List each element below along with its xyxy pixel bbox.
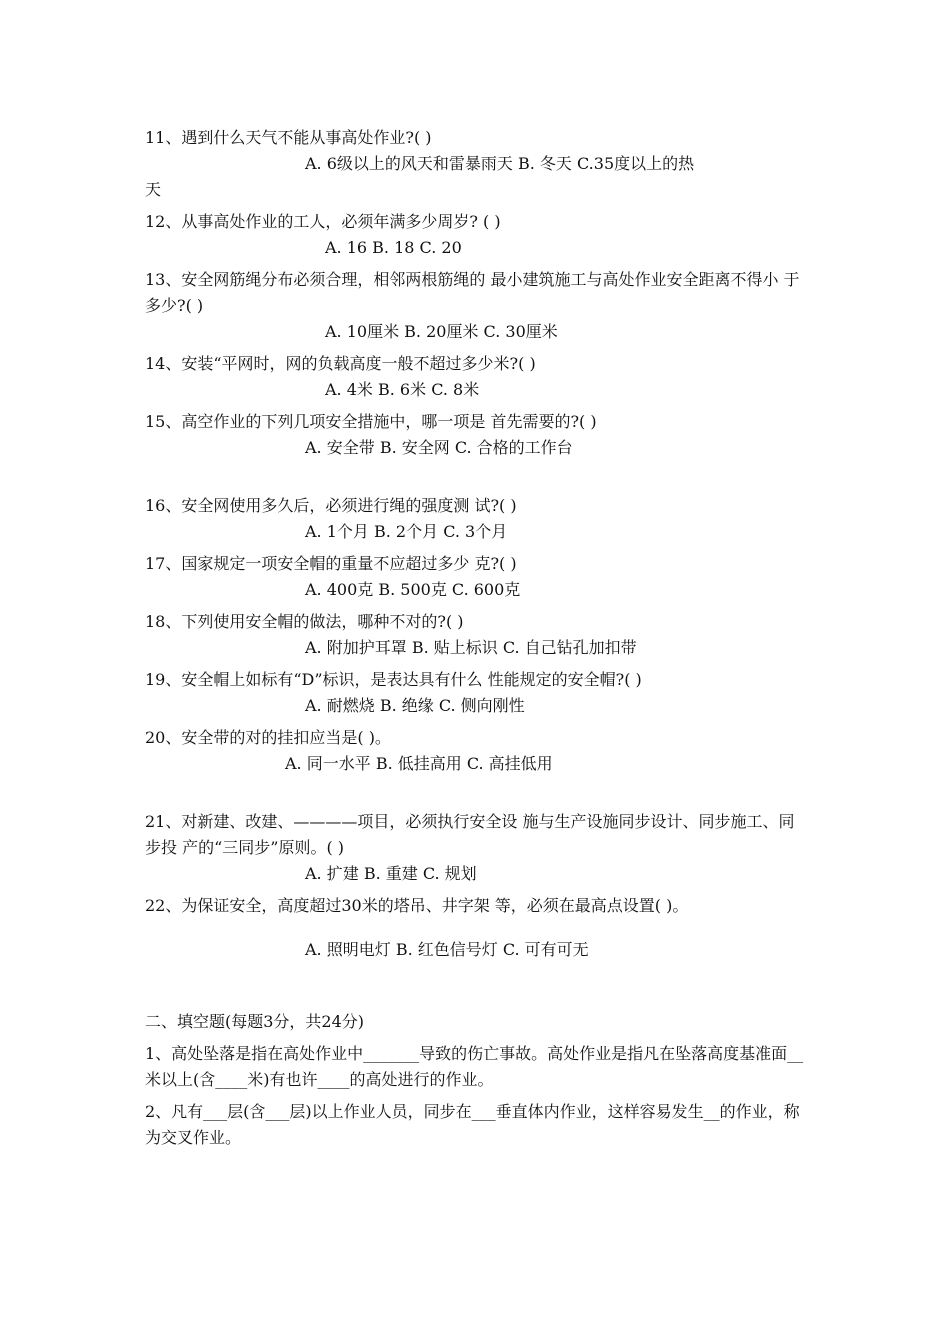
question-options: A. 耐燃烧 B. 绝缘 C. 侧向刚性	[305, 696, 525, 715]
question-options: A. 附加护耳罩 B. 贴上标识 C. 自己钻孔加扣带	[305, 638, 637, 657]
question-options: A. 安全带 B. 安全网 C. 合格的工作台	[305, 438, 573, 457]
question-text: 21、对新建、改建、————项目，必须执行安全设 施与生产设施同步设计、同步施工、同步投 产的“三同步”原则。( )	[145, 812, 795, 857]
question-options: A. 10厘米 B. 20厘米 C. 30厘米	[325, 322, 558, 341]
question-options: A. 400克 B. 500克 C. 600克	[305, 580, 521, 599]
question-17	[145, 551, 810, 603]
question-16	[145, 493, 810, 545]
spacer	[145, 783, 810, 809]
section-title: 二、填空题(每题3分，共24分)	[145, 1012, 365, 1031]
question-options-wrap: 天	[145, 180, 162, 199]
question-text: 18、下列使用安全帽的做法，哪种不对的?( )	[145, 612, 464, 631]
question-text: 14、安装“平网时，网的负载高度一般不超过多少米?( )	[145, 354, 536, 373]
question-options: A. 16 B. 18 C. 20	[325, 238, 462, 257]
question-19	[145, 667, 810, 719]
question-options: A. 扩建 B. 重建 C. 规划	[305, 864, 477, 883]
question-21	[145, 809, 810, 887]
fill-item-1: 1、高处坠落是指在高处作业中_______导致的伤亡事故。高处作业是指凡在坠落高度基准面__米以上(含____米)有也许____的高处进行的作业。	[145, 1044, 804, 1089]
question-11	[145, 125, 810, 203]
spacer	[145, 467, 810, 493]
question-12	[145, 209, 810, 261]
question-20	[145, 725, 810, 777]
question-text: 19、安全帽上如标有“D”标识，是表达具有什么 性能规定的安全帽?( )	[145, 670, 642, 689]
question-text: 17、国家规定一项安全帽的重量不应超过多少 克?( )	[145, 554, 517, 573]
question-options: A. 4米 B. 6米 C. 8米	[325, 380, 480, 399]
question-13	[145, 267, 810, 345]
question-text: 11、遇到什么天气不能从事高处作业?( )	[145, 128, 432, 147]
question-18	[145, 609, 810, 661]
document-page	[145, 125, 810, 1157]
spacer	[145, 969, 810, 1009]
question-text: 20、安全带的对的挂扣应当是( )。	[145, 728, 391, 747]
fill-item-2: 2、凡有___层(含___层)以上作业人员，同步在___垂直体内作业，这样容易发生__的作业，称为交叉作业。	[145, 1102, 800, 1147]
question-14	[145, 351, 810, 403]
question-22	[145, 893, 810, 963]
question-text: 12、从事高处作业的工人，必须年满多少周岁? ( )	[145, 212, 501, 231]
question-options: A. 1个月 B. 2个月 C. 3个月	[305, 522, 508, 541]
question-15	[145, 409, 810, 461]
section-fill-in	[145, 1009, 810, 1035]
question-options: A. 照明电灯 B. 红色信号灯 C. 可有可无	[305, 940, 589, 959]
question-text: 16、安全网使用多久后，必须进行绳的强度测 试?( )	[145, 496, 517, 515]
question-text: 13、安全网筋绳分布必须合理，相邻两根筋绳的 最小建筑施工与高处作业安全距离不得小 于多少?( )	[145, 270, 800, 315]
question-options: A. 同一水平 B. 低挂高用 C. 高挂低用	[285, 754, 553, 773]
question-text: 22、为保证安全，高度超过30米的塔吊、井字架 等，必须在最高点设置( )。	[145, 896, 689, 915]
question-text: 15、高空作业的下列几项安全措施中，哪一项是 首先需要的?( )	[145, 412, 597, 431]
question-options: A. 6级以上的风天和雷暴雨天 B. 冬天 C.35度以上的热	[305, 154, 695, 173]
